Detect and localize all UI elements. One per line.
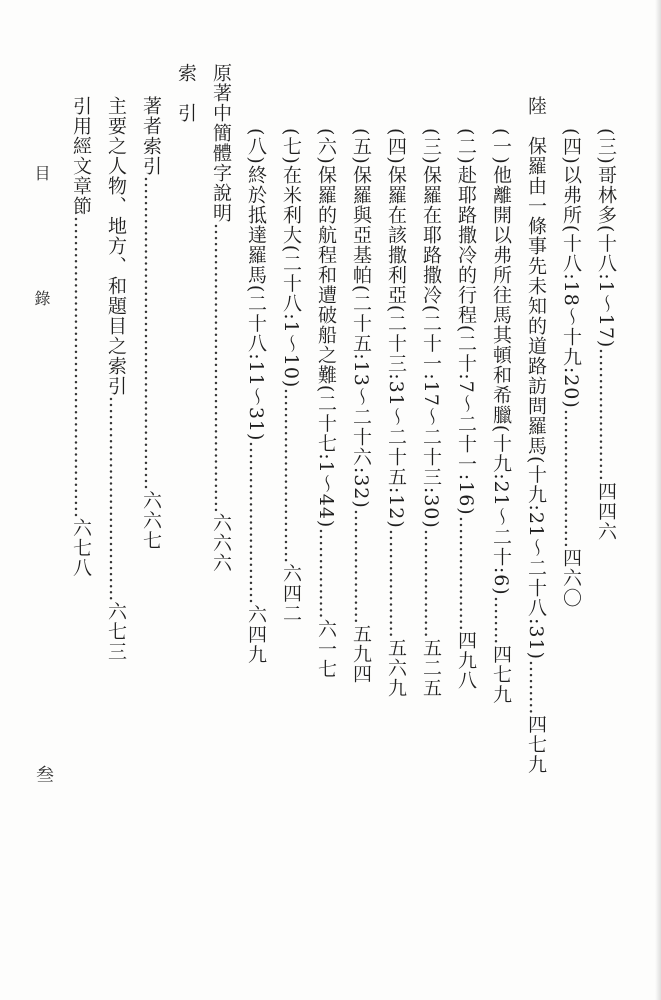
toc-entry [141, 96, 160, 550]
toc-page-number: 四九八 [455, 630, 477, 691]
toc-leader-dots: ........ [490, 595, 512, 645]
toc-entry-title: 著者索引 [140, 96, 162, 176]
toc-page-number: 六六七 [140, 490, 162, 551]
toc-entry-reference: (二十三:31〜二十五:12) [385, 304, 407, 529]
toc-entry-title: (一)他離開以弗所往馬其頓和希臘 [490, 128, 512, 425]
toc-entry-reference: (二十八:1〜10) [280, 244, 302, 389]
toc-leader-dots: .................................................... [140, 176, 162, 491]
toc-page-number: 六四九 [245, 604, 267, 665]
toc-page-number: 四六〇 [560, 547, 582, 608]
toc-entry [316, 128, 335, 679]
toc-leader-dots: ...................... [595, 348, 617, 482]
toc-entry-reference: (十八:1〜17) [595, 224, 617, 349]
toc-page-number: 六七八 [70, 517, 92, 578]
toc-entry-reference: (二十一:17〜二十三:30) [420, 304, 442, 529]
toc-entry [281, 128, 300, 623]
toc-entry-title: (六)保羅的航程和遭破船之難 [315, 128, 337, 385]
toc-page-number: 四七九 [525, 714, 547, 775]
toc-entry-title: 陸 保羅由一條事先未知的道路訪問羅馬 [525, 96, 547, 456]
toc-entry-title: (五)保羅與亞基帕 [350, 128, 372, 285]
toc-page-number: 四四六 [595, 481, 617, 542]
toc-entry-reference: (二十:7〜二十一:16) [455, 324, 477, 516]
toc-entry-title: (二)赴耶路撒冷的行程 [455, 128, 477, 325]
toc-page-number: 六一七 [315, 618, 337, 679]
toc-entry [596, 128, 615, 541]
toc-page-number: 五六九 [385, 637, 407, 698]
toc-entry-title: (三)保羅在耶路撒冷 [420, 128, 442, 305]
toc-page-number: 五二五 [420, 637, 442, 698]
toc-entry-title: (三)哥林多 [595, 128, 617, 225]
toc-entry [351, 128, 370, 684]
toc-entry-reference: (十九:21〜二十八:31) [525, 456, 547, 660]
toc-index-heading [176, 63, 195, 123]
toc-page-number: 五九四 [350, 623, 372, 684]
toc-page-number: 六四二 [280, 563, 302, 624]
toc-entry-title: (七)在米利大 [280, 128, 302, 245]
running-head-char: 錄 [32, 290, 51, 306]
toc-entry-title: 原著中簡體字說明 [210, 63, 232, 223]
toc-leader-dots: ................... [455, 515, 477, 631]
toc-entry [106, 96, 125, 661]
toc-entry [491, 128, 510, 704]
toc-leader-dots: .................................. [105, 396, 127, 602]
toc-page-number: 四七九 [490, 644, 512, 705]
toc-leader-dots: ................................................ [210, 223, 232, 513]
toc-entry-reference: (二十七:1〜44) [315, 384, 337, 529]
toc-leader-dots: ................... [350, 508, 372, 624]
toc-entry [211, 63, 230, 573]
toc-entry-reference: (二十八:11〜31) [245, 284, 267, 442]
toc-entry-reference: (十九:21〜二十:6) [490, 424, 512, 596]
toc-leader-dots: ......... [525, 659, 547, 715]
index-heading: 索 引 [175, 63, 197, 123]
toc-entry [246, 128, 265, 665]
toc-leader-dots: .................. [420, 528, 442, 638]
toc-entry-title: (四)以弗所 [560, 128, 582, 225]
running-head-char: 目 [32, 165, 51, 181]
toc-page-number: 六六六 [210, 512, 232, 573]
toc-entry [421, 128, 440, 698]
toc-leader-dots: ............................. [280, 388, 302, 564]
toc-entry [561, 128, 580, 608]
toc-leader-dots: ............... [315, 528, 337, 619]
folio-page-number: 叁 [33, 765, 54, 783]
toc-entry-title: 引用經文章節 [70, 96, 92, 216]
toc-leader-dots: .................................................. [70, 216, 92, 518]
toc-entry-title: 主要之人物、地方、和題目之索引 [105, 96, 127, 396]
toc-entry-title: (四)保羅在該撒利亞 [385, 128, 407, 305]
toc-entry-reference: (二十五:13〜二十六:32) [350, 284, 372, 509]
toc-entry-reference: (十八:18〜十九:20) [560, 224, 582, 409]
toc-entry [71, 96, 90, 578]
toc-section-entry [526, 96, 545, 774]
toc-leader-dots: .................. [385, 528, 407, 638]
toc-entry [386, 128, 405, 698]
toc-page-number: 六七三 [105, 601, 127, 662]
toc-leader-dots: ....................... [560, 408, 582, 548]
toc-leader-dots: ........................... [245, 441, 267, 605]
toc-entry [456, 128, 475, 691]
toc-entry-title: (八)終於抵達羅馬 [245, 128, 267, 285]
